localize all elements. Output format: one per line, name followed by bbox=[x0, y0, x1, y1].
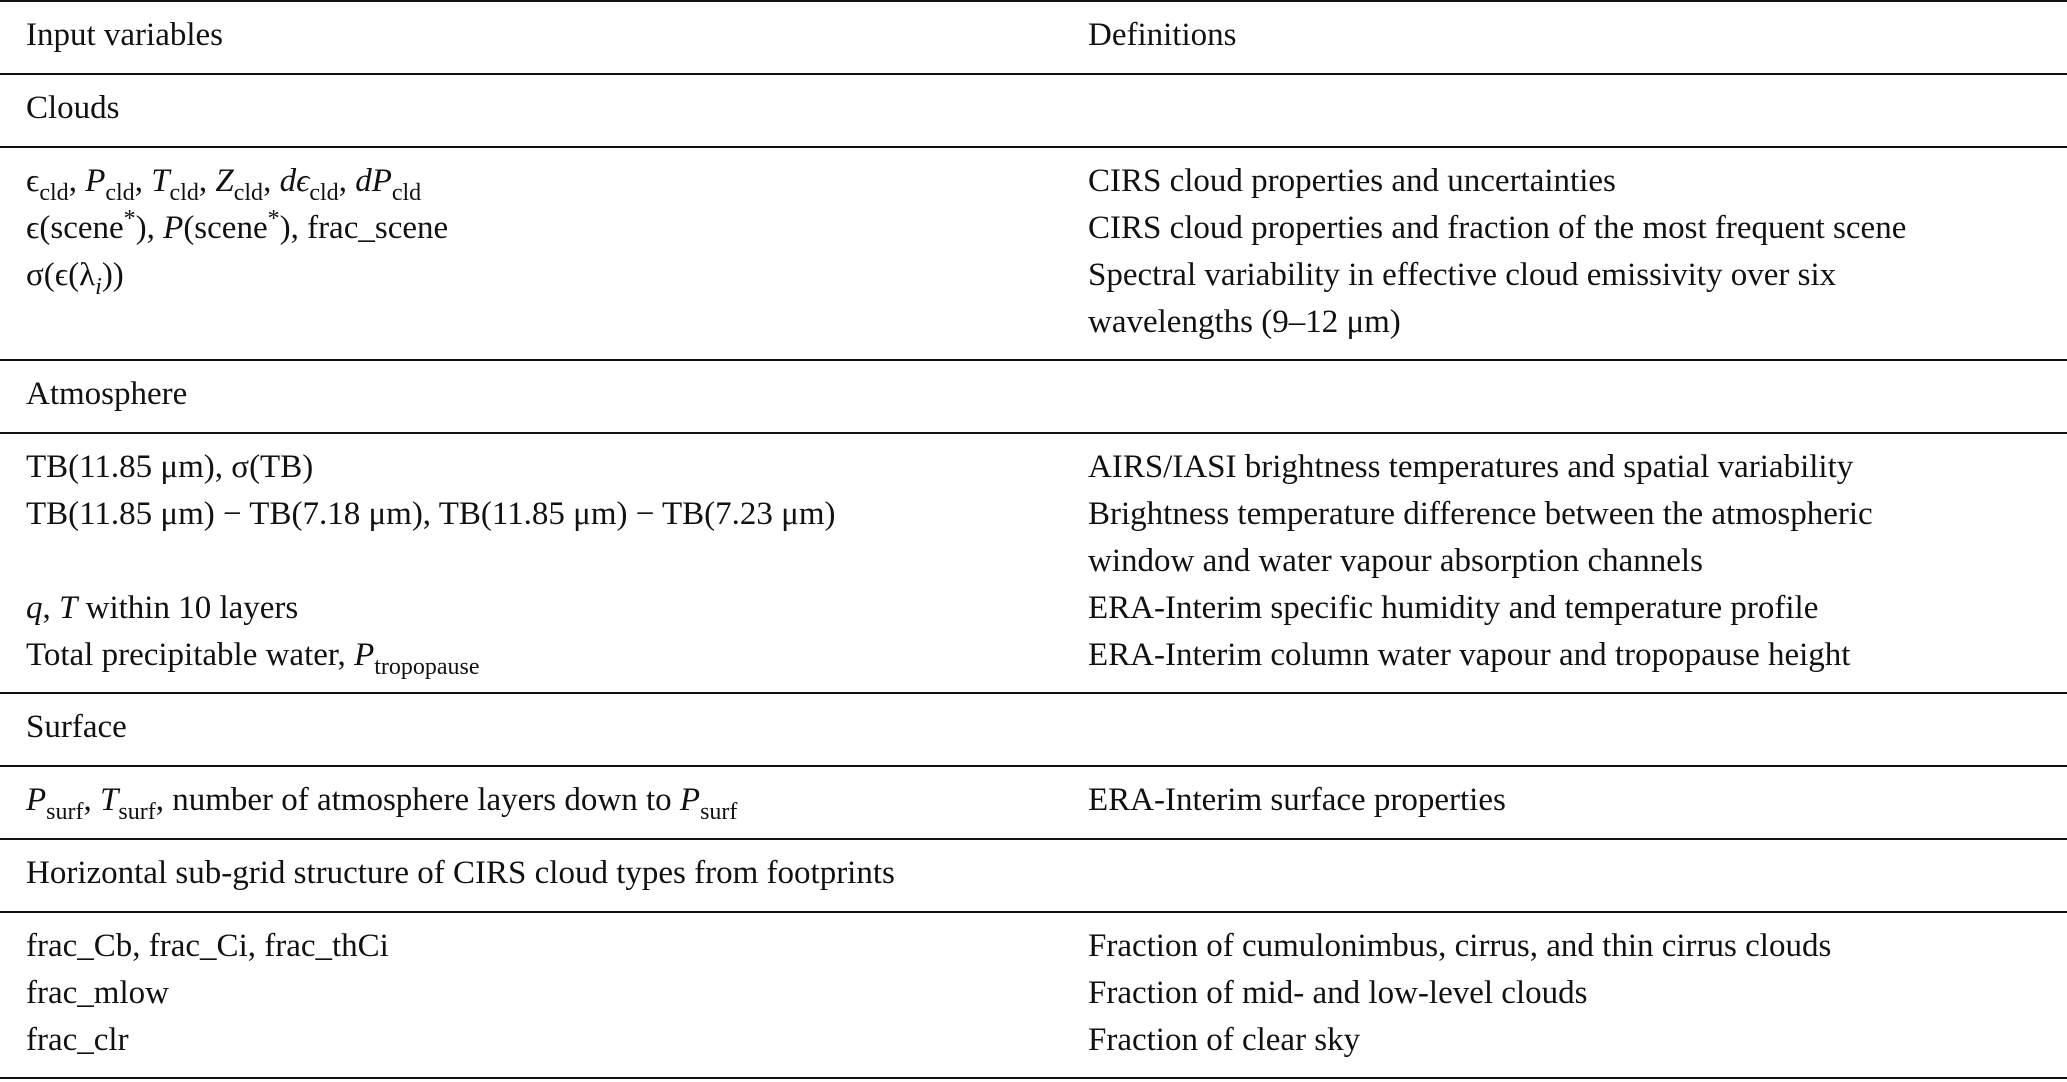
atmosphere-row4-def: ERA-Interim column water vapour and tropopause height bbox=[1088, 637, 1851, 673]
subgrid-row2-var: frac_mlow bbox=[26, 975, 169, 1011]
header-col2: Definitions bbox=[1088, 17, 1237, 53]
subgrid-row1-var: frac_Cb, frac_Ci, frac_thCi bbox=[26, 928, 389, 964]
atmosphere-end-rule bbox=[0, 692, 2067, 694]
clouds-row1-var: $\epsilon_{cld}$, $P_{cld}$, $T_{cld}$, $Z_{cld}$, $d\epsilon_{cld}$, $dP_{cld}$ bbox=[26, 163, 422, 206]
surface-row1-def: ERA-Interim surface properties bbox=[1088, 782, 1506, 818]
section-title-subgrid: Horizontal sub-grid structure of CIRS cloud types from footprints bbox=[26, 855, 895, 891]
section-title-atmosphere: Atmosphere bbox=[26, 376, 188, 412]
atmosphere-row1-def: AIRS/IASI brightness temperatures and spatial variability bbox=[1088, 449, 1854, 485]
clouds-row2-var: ϵ(scene*), P(scene*), frac_scene bbox=[26, 206, 449, 246]
bottom-rule bbox=[0, 1077, 2067, 1079]
subgrid-row2-def: Fraction of mid- and low-level clouds bbox=[1088, 975, 1588, 1011]
section-title-surface: Surface bbox=[26, 709, 127, 745]
clouds-row2-def: CIRS cloud properties and fraction of the most frequent scene bbox=[1088, 210, 1907, 246]
atmosphere-row3-def: ERA-Interim specific humidity and temperature profile bbox=[1088, 590, 1819, 626]
clouds-end-rule bbox=[0, 359, 2067, 361]
clouds-row3-def-line1: Spectral variability in effective cloud emissivity over six bbox=[1088, 257, 1837, 293]
atmosphere-row4-var: Total precipitable water, $P_{tropopause}$ bbox=[26, 637, 480, 680]
section-title-clouds: Clouds bbox=[26, 90, 120, 126]
clouds-row3-var: $\sigma(\epsilon(\lambda_i))$ bbox=[26, 257, 124, 300]
atmosphere-row2-var: TB(11.85 μm) − TB(7.18 μm), TB(11.85 μm) − TB(7.23 μm) bbox=[26, 496, 836, 532]
clouds-rule bbox=[0, 146, 2067, 148]
surface-row1-var: $P_{surf}$, $T_{surf}$, number of atmosphere layers down to $P_{surf}$ bbox=[26, 782, 738, 825]
subgrid-row1-def: Fraction of cumulonimbus, cirrus, and thin cirrus clouds bbox=[1088, 928, 1832, 964]
atmosphere-row2-def-line2: window and water vapour absorption channels bbox=[1088, 543, 1703, 579]
subgrid-row3-var: frac_clr bbox=[26, 1022, 129, 1058]
subgrid-rule bbox=[0, 911, 2067, 913]
surface-end-rule bbox=[0, 838, 2067, 840]
header-col1: Input variables bbox=[26, 17, 224, 53]
clouds-row3-def-line2: wavelengths (9–12 μm) bbox=[1088, 304, 1401, 340]
top-rule bbox=[0, 0, 2067, 2]
clouds-row1-def: CIRS cloud properties and uncertainties bbox=[1088, 163, 1616, 199]
atmosphere-rule bbox=[0, 432, 2067, 434]
subgrid-row3-def: Fraction of clear sky bbox=[1088, 1022, 1361, 1058]
header-rule bbox=[0, 73, 2067, 75]
atmosphere-row1-var: TB(11.85 μm), σ(TB) bbox=[26, 449, 314, 485]
atmosphere-row3-var: q, T within 10 layers bbox=[26, 590, 299, 626]
surface-rule bbox=[0, 765, 2067, 767]
atmosphere-row2-def-line1: Brightness temperature difference between the atmospheric bbox=[1088, 496, 1873, 532]
